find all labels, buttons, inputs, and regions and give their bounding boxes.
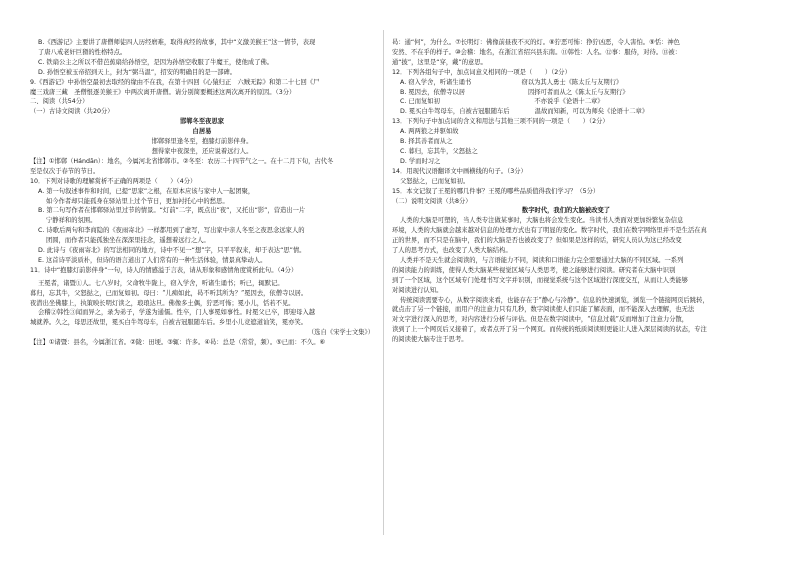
q13-option-b: B. 择其善者而从之 — [400, 138, 453, 146]
subsection-classical: （一）古诗文阅读（共20分） — [30, 108, 114, 116]
q13-option-d: D. 学而时习之 — [400, 157, 441, 165]
prose-note-cont-1: 曷：通“何”，为什么。⑦长明灯：佛像前昼夜不灭的灯。⑧狞恶可怖：狰狞凶恶，令人害怕。⑨恬：神色 — [392, 39, 680, 46]
article-line-11: 对文字进行深入的思考，对内容进行分析与评估。但是在数字阅读中，“信息过载”反而增加了注意力分散， — [392, 316, 689, 324]
q12-option-b: B. 冕因去，依僧寺以居 因择可者而从之《陈太丘与友期行》 — [400, 88, 629, 96]
article-line-3: 正的世界，而不只是在脑中，我们的大脑是否也被改变了？但如果是这样的话，研究人员认为这已经改变 — [392, 237, 682, 245]
q10-option-e: E. 这首诗平淡质朴，但诗的语言道出了人们常有的一种生活体验，情景真挚动人。 — [38, 256, 267, 264]
prose-line-3: 夜潜出坐佛膝上，执策映长明灯读之，琅琅达旦。佛像多土偶，狞恶可怖；冕小儿，恬若不见。 — [30, 299, 295, 307]
article-line-9: 传统阅读需要专心，从数字阅读来看，也能存在于“静心与冷静”。信息的快速浏览，浏览一个链接网页后跳转， — [400, 296, 709, 304]
poem-author: 白居易 — [192, 128, 212, 136]
prose-line-5: 城就养。久之，母思还故里，冕买白牛驾母车，自被古冠服随车后。乡里小儿竞遮道讪笑，冕亦笑。 — [30, 319, 308, 327]
prose-line-4: 会稽②韩性③闻而异之，录为弟子，学遂为通儒。性卒，门人事冕如事性。时冕父已卒，即迎母入越 — [38, 309, 316, 317]
article-line-2: 环境，人类的大脑就会越来越对信息的处理方式也有了明显的变化。数字时代，我们在数字网络里并不是生活在真 — [392, 227, 707, 235]
subsection-expository: （二）说明文阅读（共8分） — [392, 197, 472, 205]
article-line-6: 的阅读能力的训练，使得人类大脑某些视觉区域与人类思考，使之能够进行阅读。研究者在大脑中识别 — [392, 266, 676, 274]
poem-note-cont: 至是仅次于春节的节日。 — [30, 167, 100, 175]
q12-option-c: C. 已而复如初 不亦说乎《论语十二章》 — [400, 98, 604, 106]
article-title: 数字时代，我们的大脑被改变了 — [521, 207, 611, 215]
poem-title: 邯郸冬至夜思家 — [179, 118, 225, 126]
article-line-13: 的阅读使大脑专注于思考。 — [392, 336, 468, 344]
article-line-8: 对阅读进行认知。 — [392, 286, 443, 294]
q10-option-b: B. 第二句写作者在邯郸驿站里过节的情景。“灯前”二字，既点出“夜”，又托出“影”，营造出一片 — [38, 207, 306, 215]
q10-option-d: D. 此诗与《夜雨寄北》的写法相同的地方，诗中不见一“想”字，只平平叙来，却于表达“思”情。 — [38, 247, 306, 255]
left-column — [30, 38, 374, 348]
q10-option-a: A. 第一句叙述事件和时间，已提“思家”之根，在原本应该与家中人一起团聚， — [38, 187, 255, 195]
article-line-10: 就点击了另一个链接，而用户的注意力只有几秒，数字阅读使人们只能了解表面，而不能深入去理解，也无法 — [392, 306, 695, 314]
prose-note-cont-3: 通“披”，这里是“穿，戴”的意思。 — [392, 58, 487, 66]
q13-stem: 13．下列句子中加点词的含义和用法与其他三项不同的一项是（ ）（2分） — [392, 118, 609, 126]
poem-note: 【注】①邯郸（Hándān）：地名，今属河北省邯郸市。②冬至：农历二十四节气之一。在十二月下旬，古代冬 — [30, 157, 334, 165]
q14-stem: 14．用现代汉语翻译文中画横线的句子。（3分） — [392, 167, 527, 175]
article-line-4: 了人的思考方式，也改变了人类大脑结构。 — [392, 247, 512, 255]
article-line-5: 人类并不是天生就会阅读的，与言语能力不同，阅读和口语能力完全需要通过大脑的不同区域。一系列 — [400, 256, 684, 264]
article-line-12: 读到了上一个网页后又接着了，或者点开了另一个网页。而传统的纸质阅读则更能让人进入深层阅读的状态，专注 — [392, 326, 707, 334]
poem-line-2: 想得家中夜深坐，还应说着远行人。 — [151, 147, 253, 155]
q10-option-b-cont: 宁静祥和的氛围。 — [46, 217, 97, 225]
poem-line-1: 邯郸驿里逢冬至，抱膝灯前影伴身。 — [151, 138, 253, 146]
q14-sentence: 父怒挞之，已而复如初。 — [400, 177, 470, 185]
prose-note-cont-2: 安然、不在乎的样子。⑩会稽：地名，在浙江省绍兴县东南。⑪韩性：人名。⑫事：服侍，对待。⑬被： — [392, 48, 682, 56]
prose-line-1: 王冕者，诸暨①人。七八岁时，父命牧牛陇上，窃入学舍，听诸生诵书；听已，辄默记。 — [38, 279, 284, 287]
q10-option-a-cont: 如今作者却只能孤身在驿站里上过个节日，更加衬托心中的愁思。 — [46, 197, 229, 205]
prose-source: （选自《宋学士文集》） — [307, 329, 374, 337]
section-reading: 二、阅读（共54分） — [30, 98, 89, 106]
q12-option-d: D. 冕买白牛驾母车，自被古冠服随车后 温故而知新，可以为师矣《论语十二章》 — [400, 108, 649, 116]
q10-stem: 10．下列对诗歌的理解赏析不正确的两项是（ ）（4分） — [30, 177, 197, 185]
q8-option-b: B.《西游记》主要讲了唐僧师徒四人历经磨难，取得真经的故事，其中“义激美猴王”这一情节，表现 — [38, 39, 316, 46]
q12-option-a: A. 窃入学舍，听诸生诵书 窃以为其人勇士《陈太丘与友期行》 — [400, 78, 623, 86]
article-line-1: 人类的大脑是可塑的，当人类专注做某事时，大脑也将会发生变化。当读书人类面对更加纷繁复杂信息 — [400, 217, 684, 225]
column-divider — [383, 30, 384, 535]
q9-line-1: 9.《西游记》中孙悟空最初去取经的缘由不在我，在第十四回《心猿归正 六贼无踪》和第二十七回《尸 — [30, 78, 320, 86]
q13-option-c: C. 暮归，忘其牛，父怒挞之 — [400, 147, 478, 155]
prose-line-2: 暮归，忘其牛，父怒挞之，已而复如初。母曰：“儿痴如此，曷不听其所为？”冕因去，依僧寺以居。 — [30, 289, 308, 297]
q9-line-2: 魔三戏唐三藏 圣僧恨逐美猴王》中两次离开唐僧。请分别简要概述这两次离开的原因。（3分） — [30, 88, 296, 96]
q12-stem: 12．下列各组句子中，加点词意义相同的一项是（ ）（2分） — [392, 68, 571, 76]
q15-stem: 15．本文记叙了王冕的哪几件事？王冕的哪些品质值得我们学习？（5分） — [392, 187, 600, 195]
q13-option-a: A. 两两狼之并驱如故 — [400, 128, 459, 136]
q8-option-c: C. 铁扇公主之所以不借芭蕉扇给孙悟空，是因为孙悟空收服了牛魔王，使他成了佛。 — [38, 58, 274, 66]
right-column — [392, 38, 740, 345]
article-line-7: 到了一个区域，这个区域专门处理书写文字并识别，而视觉系统与这个区域进行深度交互，从而让人类能够 — [392, 276, 688, 284]
q8-option-d: D. 孙悟空被玉帝招到天上，封为“弼马温”，招安的明确目的是一部碑。 — [38, 68, 236, 76]
prose-note: 【注】①诸暨：县名，今属浙江省。②陇：田埂。③辄：许多。④曷：总是（常常，频）。⑤已而：不久。⑥ — [30, 339, 326, 347]
q11-stem: 11．诗中“抱膝灯前影伴身”一句，诗人的情感溢于言表，请从形象和感情角度赏析此句。（4分） — [30, 266, 298, 274]
q10-option-c-cont: 团圆，而作者只能孤独坐在深深里挂念，遥想着远行之人。 — [46, 237, 210, 245]
q8-option-b-cont: 了唐八戒老奸巨猾的性格特点。 — [38, 48, 127, 56]
q10-option-c: C. 诗歌后两句和李商隐的《夜雨寄北》一样都用到了虚写，写出家中亲人冬至之夜思念远家人的 — [38, 227, 305, 235]
